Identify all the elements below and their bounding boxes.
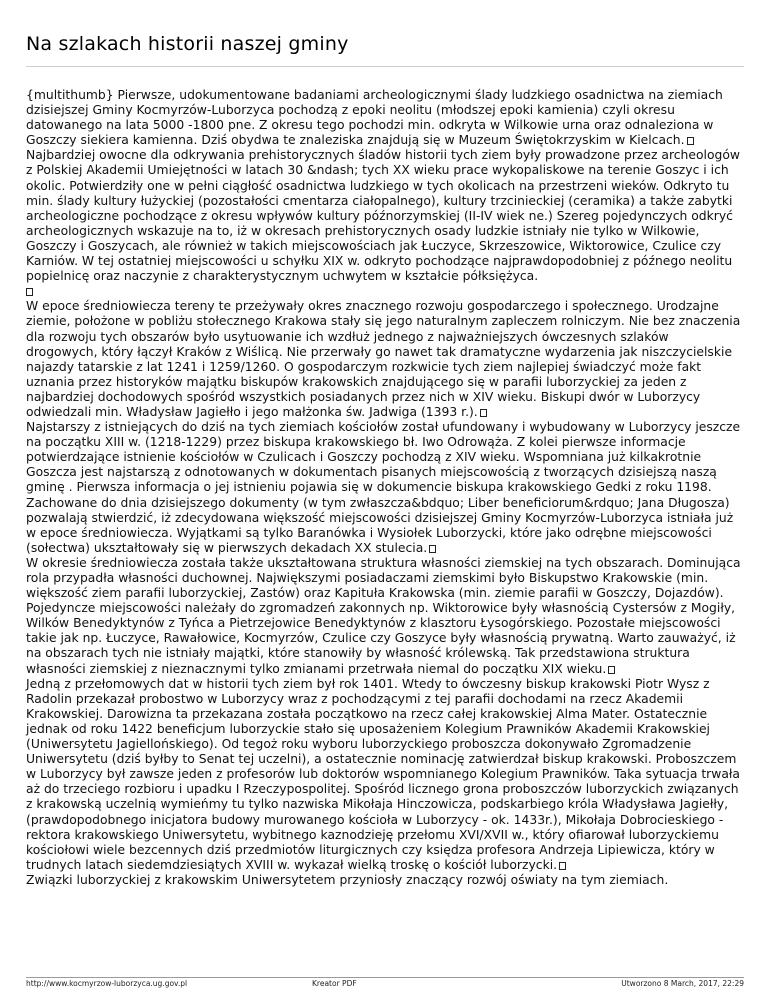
- carriage-return-glyph: [687, 137, 694, 145]
- footer-url[interactable]: http://www.kocmyrzow-luborzyca.ug.gov.pl: [26, 979, 188, 988]
- page-title: Na szlakach historii naszej gminy: [26, 33, 349, 55]
- paragraph-7: [26, 677, 742, 873]
- paragraph-text: Najbardziej owocne dla odkrywania prehistorycznych śladów historii tych ziem były prowadzone przez archeologów z Polskiej Akademii Umiejętności w latach 30 &ndash; tych XX wieku prace wykopaliskowe na terenie Goszyc i ich okolic. Potwierdziły one w pełni ciągłość osadnictwa ludzkiego w tych okolicach na przestrzeni wieków. Odkryto tu min. ślady kultury łużyckiej (pozostałości cmentarza ciałopalnego), kultury trzcinieckiej (ceramika) a także zabytki archeologiczne pochodzące z okresu wpływów kultury późnorzymskiej (II-IV wiek ne.) Szereg pojedynczych odkryć archeologicznych wskazuje na to, iż w okresach prehistorycznych osady ludzkie istniały nie tylko w Wilkowie, Goszczy i Goszycach, ale również w takich miejscowościach jak Łuczyce, Skrzeszowice, Wiktorowice, Czulice czy Karniów. W tej ostatniej miejscowości u schyłku XIX w. odkryto pochodzące najprawdopodobniej z późnego neolitu popielnicę oraz naczynie z charakterystycznym uchwytem w kształcie półksiężyca.: [26, 148, 740, 284]
- title-divider: [26, 66, 744, 67]
- paragraph-text: Związki luborzyckiej z krakowskim Uniwersytetem przyniosły znaczący rozwój oświaty na tym ziemiach.: [26, 872, 669, 887]
- page-footer: [26, 977, 744, 990]
- paragraph-1: [26, 88, 742, 148]
- paragraph-text: Najstarszy z istniejących do dziś na tych ziemiach kościołów został ufundowany i wybudowany w Luborzycy jeszcze na początku XIII w. (1218-1229) przez biskupa krakowskiego bł. Iwo Odrowąża. Z kolei pierwsze informacje potwierdzające istnienie kościołów w Czulicach i Goszczy pochodzą z XIV wieku. Wspomniana już kilkakrotnie Goszcza jest najstarszą z odnotowanych w dokumentach pisanych miejscowością z tworzących dzisiejszą naszą gminę . Pierwsza informacja o jej istnieniu pojawia się w dokumencie biskupa krakowskiego Gedki z roku 1198. Zachowane do dnia dzisiejszego dokumenty (w tym zwłaszcza&bdquo; Liber beneficiorum&rdquo; Jana Długosza) pozwalają stwierdzić, iż zdecydowana większość miejscowości dzisiejszej Gminy Kocmyrzów-Luborzyca istniała już w epoce średniowiecza. Wyjątkami są tylko Baranówka i Wysiołek Luborzycki, które jako odrębne miejscowości (sołectwa) ukształtowały się w pierwszych dekadach XX stulecia.: [26, 420, 741, 555]
- paragraph-text: Jedną z przełomowych dat w historii tych ziem był rok 1401. Wtedy to ówczesny biskup krakowski Piotr Wysz z Radolin przekazał probostwo w Luborzycy wraz z pochodzącymi z tej parafii dochodami na rzecz Akademii Krakowskiej. Darowizna ta przekazana została początkowo na rzecz całej krakowskiej Alma Mater. Ostatecznie jednak od roku 1422 beneficjum luborzyckie stało się uposażeniem Kolegium Prawników Akademii Krakowskiej (Uniwersytetu Jagiellońskiego). Od tegoż roku wyboru luborzyckiego proboszcza dokonywało Zgromadzenie Uniwersytetu (dziś byłby to Senat tej uczelni), a ostatecznie nominację zatwierdzał biskup krakowski. Proboszczem w Luborzycy był zawsze jeden z profesorów lub doktorów wspomnianego Kolegium Prawników. Taka sytuacja trwała aż do trzeciego rozbioru i upadku I Rzeczypospolitej. Spośród licznego grona proboszczów luborzyckich związanych z krakowską uczelnią wymieńmy tu tylko nazwiska Mikołaja Hinczowicza, podskarbiego króla Władysława Jagiełły, (prawdopodobnego inicjatora budowy murowanego kościoła w Luborzycy - ok. 1433r.), Mikołaja Dobrocieskiego - rektora krakowskiego Uniwersytetu, wybitnego kaznodzieję przełomu XVI/XVII w., który ofiarował luborzyckiemu kościołowi wiele bezcennych dziś przedmiotów liturgicznych czy księdza profesora Andrzeja Lipiewicza, który w trudnych latach siedemdziesiątych XVIII w. wykazał wielką troskę o kościół luborzycki.: [26, 676, 740, 872]
- carriage-return-glyph: [608, 666, 615, 674]
- paragraph-3: [26, 284, 742, 299]
- footer-generator: Kreator PDF: [312, 979, 357, 988]
- paragraph-8: [26, 873, 742, 888]
- paragraph-6: [26, 556, 742, 677]
- carriage-return-glyph: [429, 545, 436, 553]
- carriage-return-glyph: [480, 409, 487, 417]
- paragraph-text: W okresie średniowiecza została także ukształtowana struktura własności ziemskiej na tych obszarach. Dominująca rola przypadła własności duchownej. Największymi posiadaczami ziemskimi było Biskupstwo Krakowskie (min. większość ziem parafii luborzyckiej, Zastów) oraz Kapituła Krakowska (min. ziemie parafii w Goszczy, Dojazdów). Pojedyncze miejscowości należały do zgromadzeń zakonnych np. Wiktorowice były własnością Cystersów z Mogiły, Wilków Benedyktynów z Tyńca a Pietrzejowice Benedyktynów z klasztoru Łysogórskiego. Pozostałe miejscowości takie jak np. Łuczyce, Rawałowice, Kocmyrzów, Czulice czy Goszyce były własnością prywatną. Warto zauważyć, iż na obszarach tych nie istniały majątki, które stanowiły by własność królewską. Tak przedstawiona struktura własności ziemskiej z nieznacznymi tylko zmianami przetrwała niemal do początku XIX wieku.: [26, 555, 741, 676]
- footer-date: Utworzono 8 March, 2017, 22:29: [621, 979, 744, 988]
- paragraph-text: {multithumb} Pierwsze, udokumentowane badaniami archeologicznymi ślady ludzkiego osadnictwa na ziemiach dzisiejszej Gminy Kocmyrzów-Luborzyca pochodzą z epoki neolitu (młodszej epoki kamienia) czyli okresu datowanego na lata 5000 -1800 pne. Z okresu tego pochodzi min. odkryta w Wilkowie urna oraz odnaleziona w Goszczy siekiera kamienna. Dziś obydwa te znaleziska znajdują się w Muzeum Świętokrzyskim w Kielcach.: [26, 88, 723, 148]
- paragraph-text: W epoce średniowiecza tereny te przeżywały okres znacznego rozwoju gospodarczego i społecznego. Urodzajne ziemie, położone w pobliżu stołecznego Krakowa stały się jego naturalnym zapleczem rolniczym. Nie bez znaczenia dla rozwoju tych obszarów było usytuowanie ich wzdłuż jednego z najważniejszych ówczesnych szlaków drogowych, który łączył Kraków z Wiślicą. Nie przerwały go nawet tak dramatyczne wydarzenia jak niszczycielskie najazdy tatarskie z lat 1241 i 1259/1260. O gospodarczym rozkwicie tych ziem najlepiej świadczyć może fakt uznania przez historyków majątku biskupów krakowskich znajdującego się w parafii luborzyckiej za jeden z najbardziej dochodowych spośród wszystkich posiadanych przez nich w XIV wieku. Biskupi dwór w Luborzycy odwiedzali min. Władysław Jagiełło i jego małżonka św. Jadwiga (1393 r.).: [26, 299, 741, 419]
- paragraph-2: [26, 148, 742, 284]
- carriage-return-glyph: [26, 288, 33, 296]
- carriage-return-glyph: [559, 862, 566, 870]
- paragraph-5: [26, 420, 742, 556]
- paragraph-4: [26, 299, 742, 420]
- article-body: [26, 88, 742, 888]
